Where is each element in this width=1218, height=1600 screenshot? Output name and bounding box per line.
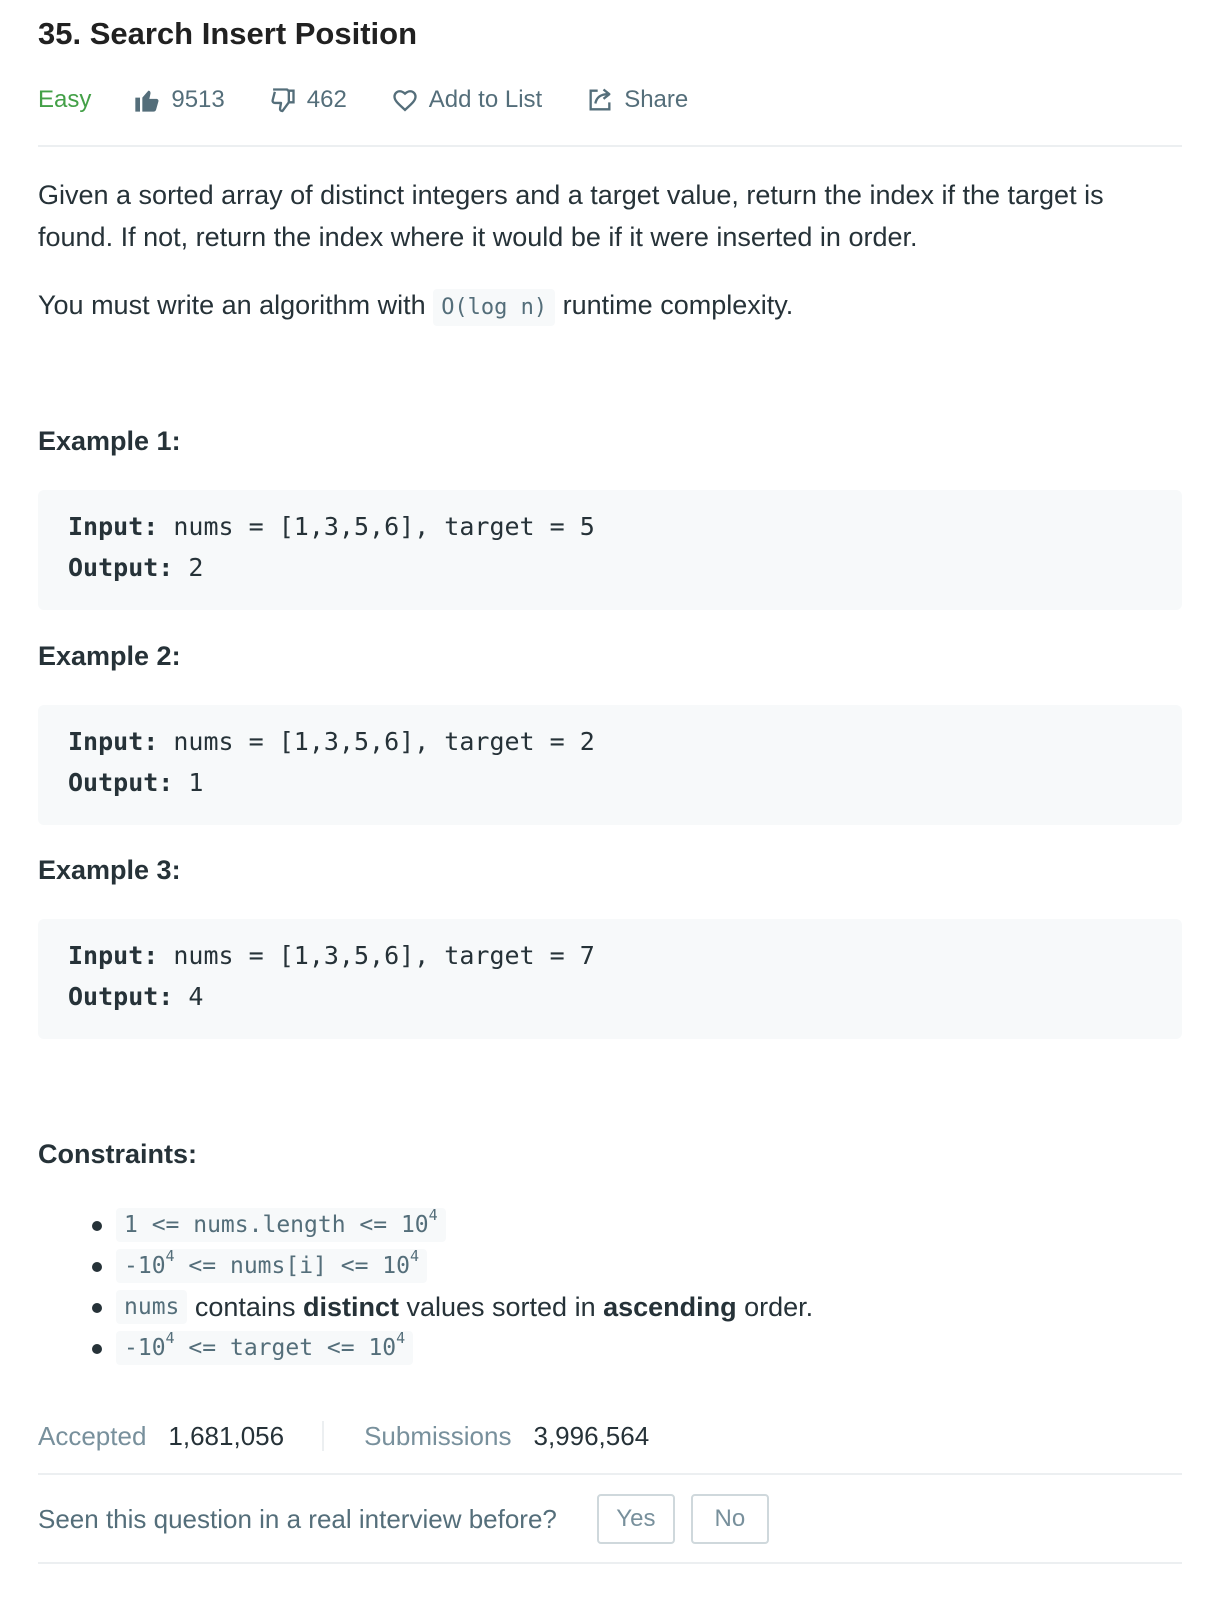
heart-icon xyxy=(391,86,419,114)
example-2-input: nums = [1,3,5,6], target = 2 xyxy=(158,727,595,756)
share-label: Share xyxy=(624,86,689,113)
stats-separator xyxy=(322,1421,324,1451)
example-1-heading: Example 1: xyxy=(38,426,181,456)
constraint-3-bold-1: distinct xyxy=(302,1291,399,1322)
problem-meta-bar xyxy=(38,80,732,120)
share-button[interactable] xyxy=(586,86,688,114)
example-1-output-label: Output: xyxy=(68,553,174,582)
example-3-input: nums = [1,3,5,6], target = 7 xyxy=(158,941,595,970)
add-to-list-label: Add to List xyxy=(428,86,543,113)
constraint-2-code xyxy=(116,1249,427,1283)
constraints-heading: Constraints: xyxy=(38,1139,198,1169)
constraint-4-text-b: <= target <= 10 xyxy=(174,1335,397,1361)
thumbs-up-icon xyxy=(133,86,161,114)
description-p2-text-1: You must write an algorithm with xyxy=(38,290,434,320)
example-2-input-label: Input: xyxy=(68,727,159,756)
example-1-block xyxy=(38,490,1182,610)
constraint-3-text-1: contains xyxy=(187,1291,303,1322)
stats-divider xyxy=(38,1473,1182,1475)
no-button[interactable]: No xyxy=(691,1494,769,1544)
meta-divider xyxy=(38,145,1182,147)
difficulty-badge: Easy xyxy=(38,86,92,113)
constraint-1-code xyxy=(116,1208,446,1242)
constraint-2-exponent-2: 4 xyxy=(409,1247,420,1265)
constraint-4-exponent-1: 4 xyxy=(165,1329,175,1347)
constraint-1-text: 1 <= nums.length <= 10 xyxy=(124,1212,429,1238)
constraint-3-text-3: order. xyxy=(736,1291,814,1322)
example-1-input: nums = [1,3,5,6], target = 5 xyxy=(158,512,595,541)
yes-button[interactable]: Yes xyxy=(597,1494,675,1544)
constraint-2-text-a: -10 xyxy=(124,1253,166,1279)
submissions-value: 3,996,564 xyxy=(533,1420,650,1451)
bottom-divider xyxy=(38,1562,1182,1564)
dislike-button[interactable] xyxy=(269,86,347,114)
like-count: 9513 xyxy=(171,86,225,113)
submissions-label: Submissions xyxy=(364,1420,512,1451)
example-2-output: 1 xyxy=(173,768,204,797)
example-3-input-label: Input: xyxy=(68,941,159,970)
thumbs-down-icon xyxy=(269,86,297,114)
constraint-4-exponent-2: 4 xyxy=(396,1329,406,1347)
example-2-block xyxy=(38,705,1182,825)
like-button[interactable] xyxy=(133,86,224,114)
complexity-code: O(log n) xyxy=(433,289,555,326)
submission-stats xyxy=(38,1416,649,1456)
add-to-list-button[interactable] xyxy=(391,86,542,114)
description-paragraph-2 xyxy=(38,284,1182,329)
constraint-3-text-2: values sorted in xyxy=(398,1291,604,1322)
share-icon xyxy=(586,86,614,114)
constraint-4-code xyxy=(116,1331,413,1365)
example-1-output: 2 xyxy=(173,553,204,582)
interview-question: Seen this question in a real interview before? xyxy=(38,1503,557,1534)
example-3-heading: Example 3: xyxy=(38,855,181,885)
example-3-block xyxy=(38,919,1182,1039)
example-2-output-label: Output: xyxy=(68,768,174,797)
description-p2-text-2: runtime complexity. xyxy=(555,290,794,320)
description-paragraph-1: Given a sorted array of distinct integers and a target value, return the index if the target is found. If not, return the index where it would be if it were inserted in order. xyxy=(38,180,1104,252)
accepted-label: Accepted xyxy=(38,1420,147,1451)
constraint-2-text-b: <= nums[i] <= 10 xyxy=(174,1253,410,1279)
constraint-3-bold-2: ascending xyxy=(603,1291,737,1322)
accepted-value: 1,681,056 xyxy=(168,1420,285,1451)
example-1-input-label: Input: xyxy=(68,512,159,541)
constraint-3-code: nums xyxy=(116,1290,187,1324)
constraint-2-exponent-1: 4 xyxy=(165,1247,175,1265)
constraint-1-exponent: 4 xyxy=(428,1206,438,1224)
dislike-count: 462 xyxy=(306,86,347,113)
problem-title: 35. Search Insert Position xyxy=(38,16,418,51)
example-3-output-label: Output: xyxy=(68,982,174,1011)
example-2-heading: Example 2: xyxy=(38,641,181,671)
example-3-output: 4 xyxy=(173,982,204,1011)
constraint-4-text-a: -10 xyxy=(124,1335,166,1361)
interview-feedback xyxy=(38,1493,769,1545)
